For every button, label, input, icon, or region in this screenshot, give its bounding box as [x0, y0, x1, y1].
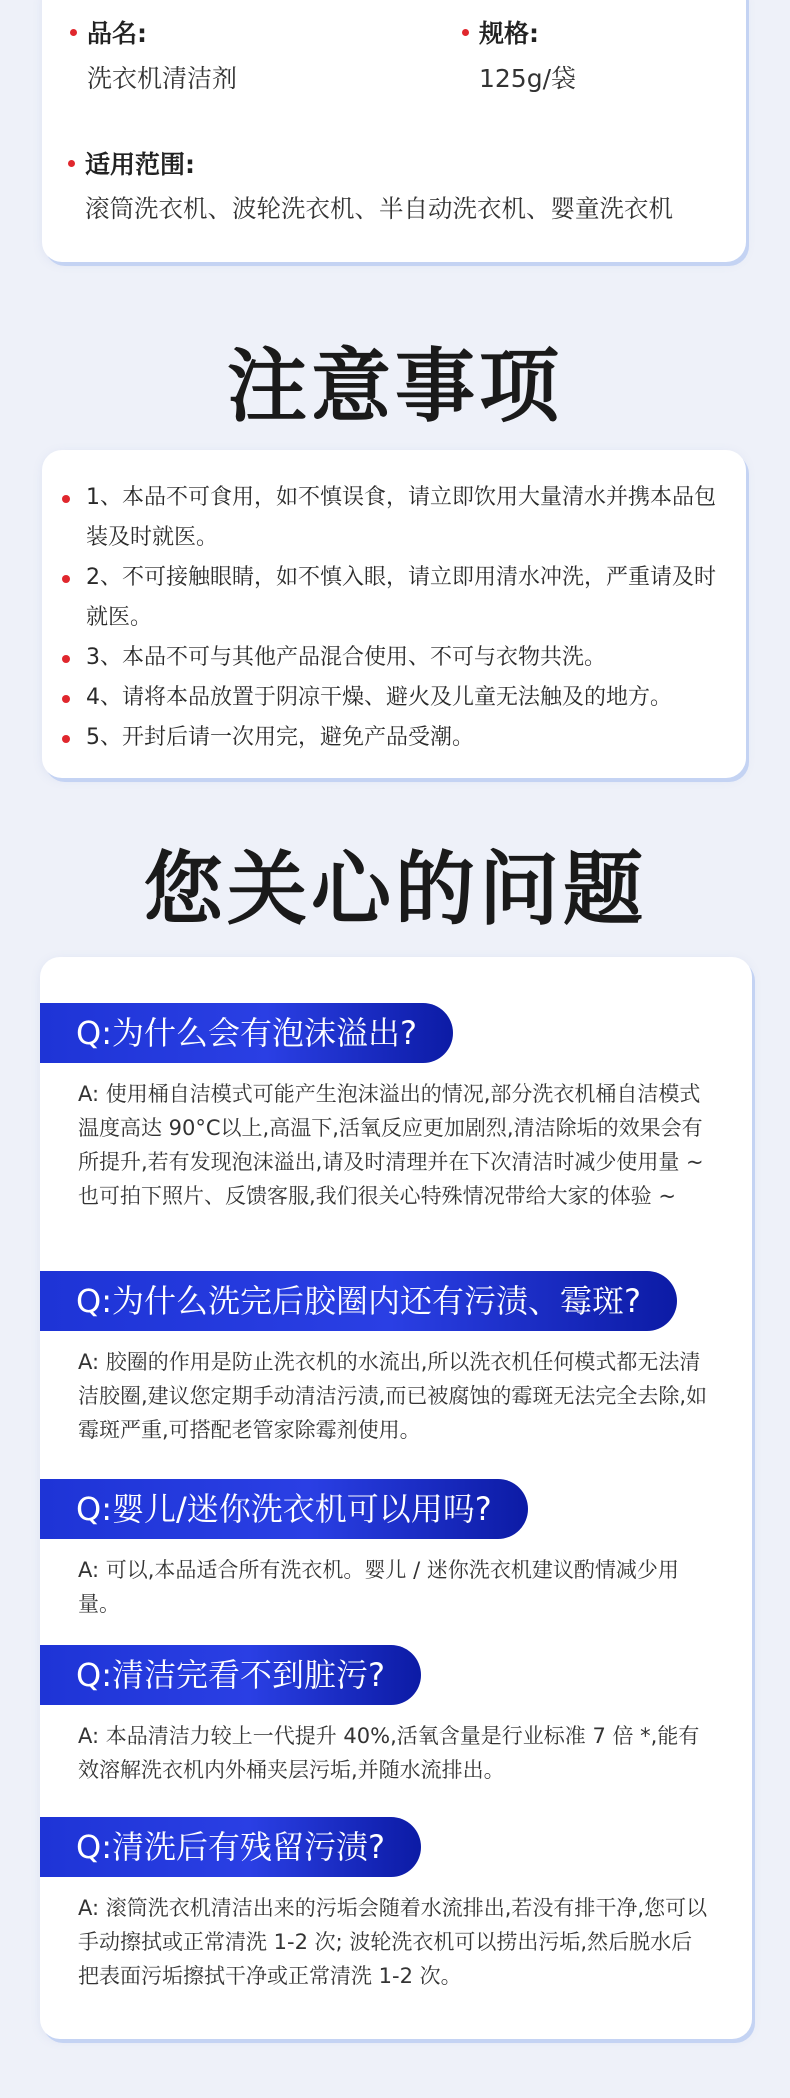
note-item	[42, 718, 746, 758]
answer-text: A: 滚筒洗衣机清洁出来的污垢会随着水流排出,若没有排干净,您可以手动擦拭或正常清洗 1-2 次; 波轮洗衣机可以捞出污垢,然后脱水后把表面污垢擦拭干净或正常清洗 1-2 次。	[78, 1896, 708, 1988]
bullet-dot	[62, 695, 70, 703]
faq-item	[40, 1003, 752, 1213]
faq-item	[40, 1645, 752, 1787]
scope-label: 适用范围:	[85, 150, 195, 179]
question-banner: Q:为什么洗完后胶圈内还有污渍、霉斑?	[40, 1271, 677, 1331]
note-text: 4、请将本品放置于阴凉干燥、避火及儿童无法触及的地方。	[86, 685, 672, 710]
note-item	[42, 678, 746, 718]
note-text: 2、不可接触眼睛，如不慎入眼，请立即用清水冲洗，严重请及时就医。	[86, 565, 716, 630]
note-text: 5、开封后请一次用完，避免产品受潮。	[86, 725, 474, 750]
notes-list	[42, 478, 746, 758]
question-banner: Q:清洗后有残留污渍?	[40, 1817, 421, 1877]
faq-title: 您关心的问题	[143, 843, 647, 936]
note-item	[42, 638, 746, 678]
question-banner: Q:为什么会有泡沫溢出?	[40, 1003, 453, 1063]
faq-item	[40, 1271, 752, 1447]
faq-item	[40, 1479, 752, 1621]
bullet-dot	[62, 655, 70, 663]
name-label: 品名:	[87, 19, 147, 48]
note-item	[42, 478, 746, 558]
answer-text: A: 可以,本品适合所有洗衣机。婴儿 / 迷你洗衣机建议酌情减少用量。	[78, 1558, 679, 1616]
answer-text: A: 胶圈的作用是防止洗衣机的水流出,所以洗衣机任何模式都无法清洁胶圈,建议您定期手动清洁污渍,而已被腐蚀的霉斑无法完全去除,如霉斑严重,可搭配老管家除霉剂使用。	[78, 1350, 708, 1442]
bullet-dot	[70, 29, 77, 36]
faq-item	[40, 1817, 752, 1993]
spec-value: 125g/袋	[479, 64, 577, 93]
bullet-dot	[68, 160, 75, 167]
bullet-dot	[462, 29, 469, 36]
bullet-dot	[62, 735, 70, 743]
note-text: 3、本品不可与其他产品混合使用、不可与衣物共洗。	[86, 645, 606, 670]
name-value: 洗衣机清洁剂	[87, 64, 238, 93]
scope-value: 滚筒洗衣机、波轮洗衣机、半自动洗衣机、婴童洗衣机	[85, 194, 673, 223]
answer-text: A: 本品清洁力较上一代提升 40%,活氧含量是行业标准 7 倍 *,能有效溶解洗衣机内外桶夹层污垢,并随水流排出。	[78, 1724, 700, 1782]
question-banner: Q:婴儿/迷你洗衣机可以用吗?	[40, 1479, 528, 1539]
notes-title: 注意事项	[227, 340, 563, 433]
bullet-dot	[62, 575, 70, 583]
spec-label: 规格:	[479, 19, 539, 48]
answer-text: A: 使用桶自洁模式可能产生泡沫溢出的情况,部分洗衣机桶自洁模式温度高达 90°C以上,高温下,活氧反应更加剧烈,清洁除垢的效果会有所提升,若有发现泡沫溢出,请及时清理并在下次清洁时减少使用量 ~ 也可拍下照片、反馈客服,我们很关心特殊情况带给大家的体验 ~	[78, 1082, 704, 1208]
note-item	[42, 558, 746, 638]
note-text: 1、本品不可食用，如不慎误食，请立即饮用大量清水并携本品包装及时就医。	[86, 485, 716, 550]
bullet-dot	[62, 495, 70, 503]
question-banner: Q:清洁完看不到脏污?	[40, 1645, 421, 1705]
